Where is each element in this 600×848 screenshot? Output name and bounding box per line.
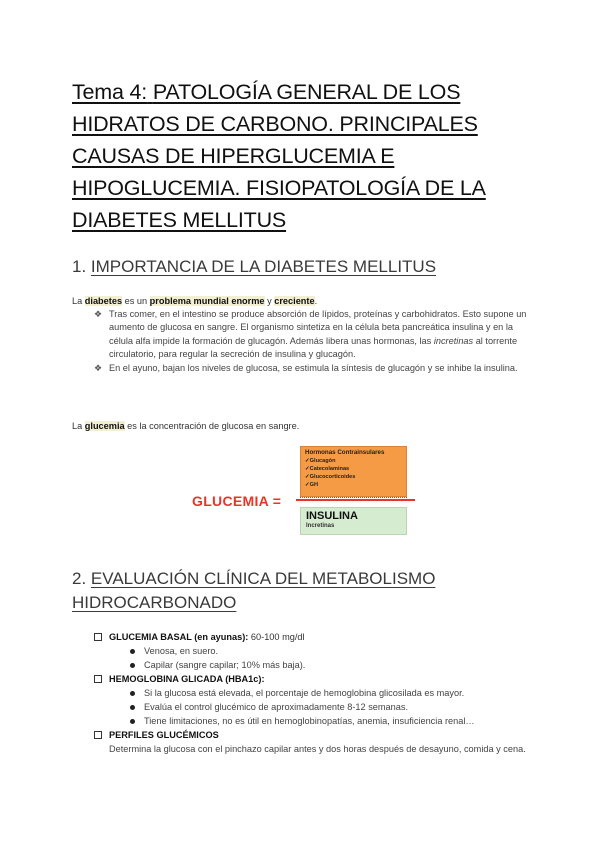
text: .: [314, 296, 318, 306]
list-item: [144, 700, 534, 714]
list-item: [144, 714, 534, 728]
text: Evalúa el control glucémico de aproximadamente 8-12 semanas.: [144, 702, 409, 712]
text: Tiene limitaciones, no es útil en hemoglobinopatías, anemia, insuficiencia renal…: [144, 716, 475, 726]
denominator-title: INSULINA: [306, 510, 358, 522]
bullet-icon: [130, 649, 135, 654]
section-number: 1.: [72, 257, 87, 276]
list-item: [94, 308, 534, 362]
text: es un: [122, 296, 150, 306]
glucemia-definition: [72, 420, 299, 433]
keyword-diabetes: diabetes: [84, 296, 123, 306]
keyword-incretinas: incretinas: [433, 335, 474, 346]
diabetes-intro: [72, 295, 317, 308]
checkbox-icon: [94, 675, 102, 683]
fraction-dotted-line: [300, 497, 407, 498]
numerator-title: Hormonas Contrainsulares: [305, 449, 385, 456]
item-label: HEMOGLOBINA GLICADA (HBA1c):: [109, 674, 265, 684]
section-title: IMPORTANCIA DE LA DIABETES MELLITUS: [90, 257, 437, 276]
bullet-icon: [130, 719, 135, 724]
checkbox-icon: [94, 633, 102, 641]
item-label: PERFILES GLUCÉMICOS: [109, 730, 219, 740]
hormone-item: ✓Catecolaminas: [305, 466, 350, 472]
sub-bullet-list: [109, 644, 534, 672]
text: y: [264, 296, 275, 306]
list-item: [94, 362, 534, 375]
text: es la concentración de glucosa en sangre.: [124, 421, 300, 431]
sub-bullet-list: [109, 686, 534, 728]
checklist-item: [94, 672, 534, 728]
text: Venosa, en suero.: [144, 646, 219, 656]
hormone-item: ✓Glucagón: [305, 458, 336, 464]
list-item: [144, 658, 534, 672]
item-label: GLUCEMIA BASAL (en ayunas):: [109, 632, 249, 642]
glucemia-formula-label: GLUCEMIA =: [192, 493, 282, 509]
list-item: [144, 644, 534, 658]
text: La: [72, 421, 85, 431]
item-description: Determina la glucosa con el pinchazo capilar antes y dos horas después de desayuno, comida y cena.: [109, 744, 526, 754]
star-bullet-icon: ❖: [94, 309, 103, 319]
evaluation-checklist: [94, 630, 534, 756]
fraction-line: [296, 499, 415, 501]
section-1-heading: [72, 254, 436, 279]
bullet-icon: [130, 691, 135, 696]
hormone-item: ✓Glucocorticoides: [305, 474, 356, 480]
checklist-item: [94, 630, 534, 672]
list-item: [144, 686, 534, 700]
star-bullet-icon: ❖: [94, 362, 103, 373]
document-title: [72, 76, 542, 236]
title-text: PATOLOGÍA GENERAL DE LOS HIDRATOS DE CARBONO. PRINCIPALES CAUSAS DE HIPERGLUCEMIA E HIPOGLUCEMIA. FISIOPATOLOGÍA DE LA DIABETES MELLITUS: [72, 80, 486, 232]
title-lead: Tema 4:: [72, 80, 148, 104]
star-bullet-list: [94, 308, 534, 375]
text: En el ayuno, bajan los niveles de glucosa, se estimula la síntesis de glucagón y se inhibe la insulina.: [109, 362, 518, 373]
checklist-item: [94, 728, 534, 742]
section-2-heading: [72, 567, 492, 615]
keyword-creciente: creciente: [274, 296, 315, 306]
bullet-icon: [130, 663, 135, 668]
text: La: [72, 296, 85, 306]
keyword-glucemia: glucemia: [84, 421, 125, 431]
hormone-item: ✓GH: [305, 482, 319, 488]
bullet-icon: [130, 705, 135, 710]
counter-regulatory-hormones-box: [300, 446, 407, 497]
insulin-box: [300, 507, 407, 535]
keyword-problema: problema mundial enorme: [149, 296, 265, 306]
text: Capilar (sangre capilar; 10% más baja).: [144, 660, 306, 670]
denominator-sub: Incretinas: [306, 523, 335, 529]
checkbox-icon: [94, 731, 102, 739]
text: Tras comer, en el intestino se produce absorción de lípidos, proteínas y carbohidratos. Esto supone un aumento de glucosa en sangre. El organismo sintetiza en la célula beta pancreática insulina y en la célula alfa impide la formación de glucagón. Además libera unas hormonas, las: [109, 309, 527, 346]
section-title: EVALUACIÓN CLÍNICA DEL METABOLISMO HIDROCARBONADO: [72, 569, 436, 612]
section-number: 2.: [72, 569, 87, 588]
text: Si la glucosa está elevada, el porcentaje de hemoglobina glicosilada es mayor.: [144, 688, 465, 698]
item-value: 60-100 mg/dl: [248, 632, 305, 642]
text: al torrente circulatorio, para regular la secreción de insulina y glucagón.: [109, 335, 518, 360]
